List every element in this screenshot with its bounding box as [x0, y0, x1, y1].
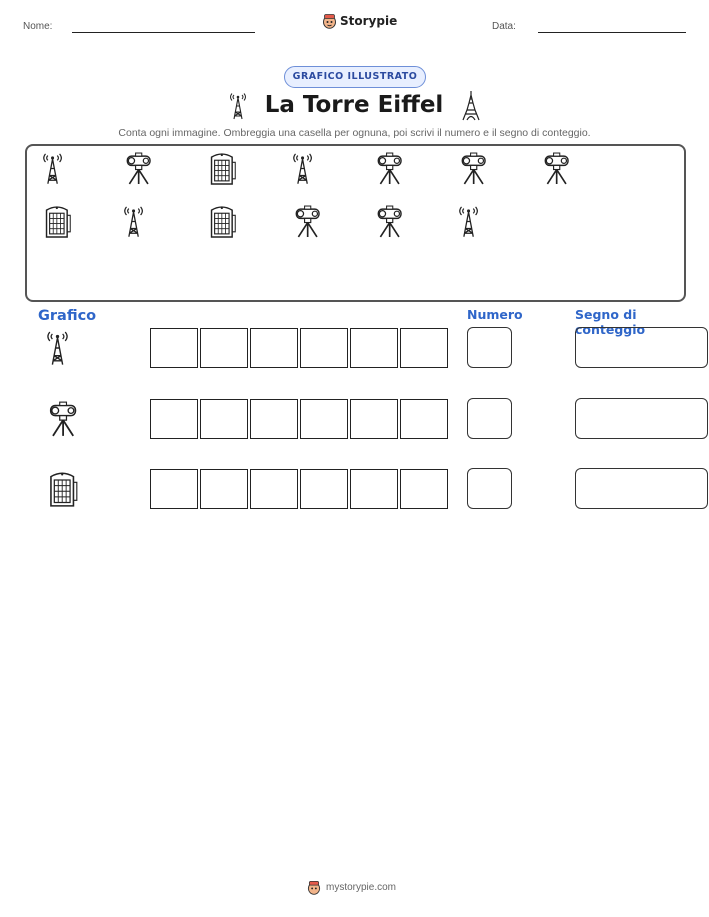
shade-cell[interactable]: [300, 399, 348, 439]
shade-cells-row: [150, 469, 448, 509]
shade-cell[interactable]: [350, 328, 398, 368]
antenna-tower-icon: [292, 152, 313, 185]
storypie-mascot-icon: [322, 13, 337, 29]
antenna-tower-icon: [229, 92, 247, 120]
antenna-tower-icon: [123, 205, 144, 238]
shade-cell[interactable]: [300, 469, 348, 509]
old-elevator-icon: [46, 471, 78, 507]
telescope-icon: [123, 152, 154, 185]
telescope-icon: [374, 152, 405, 185]
graph-heading: Grafico: [38, 308, 97, 324]
storypie-mascot-icon: [307, 880, 321, 895]
name-line[interactable]: [72, 32, 255, 33]
old-elevator-icon: [207, 205, 237, 238]
telescope-icon: [458, 152, 489, 185]
shade-cell[interactable]: [200, 328, 248, 368]
shade-cell[interactable]: [250, 328, 298, 368]
antenna-tower-icon: [458, 205, 479, 238]
antenna-tower-icon: [42, 152, 63, 185]
shade-cells-row: [150, 399, 448, 439]
page-title: La Torre Eiffel: [264, 92, 444, 118]
shade-cell[interactable]: [400, 328, 448, 368]
telescope-icon: [292, 205, 323, 238]
antenna-tower-icon: [46, 330, 69, 366]
shade-cell[interactable]: [200, 399, 248, 439]
tally-box[interactable]: [575, 468, 708, 509]
tally-box[interactable]: [575, 327, 708, 368]
tally-box[interactable]: [575, 398, 708, 439]
shade-cell[interactable]: [400, 399, 448, 439]
shade-cell[interactable]: [250, 399, 298, 439]
telescope-icon: [46, 401, 80, 437]
old-elevator-icon: [42, 205, 72, 238]
date-label: Data:: [492, 21, 516, 32]
shade-cell[interactable]: [350, 399, 398, 439]
name-label: Nome:: [23, 21, 53, 32]
shade-cell[interactable]: [150, 469, 198, 509]
date-line[interactable]: [538, 32, 686, 33]
number-box[interactable]: [467, 468, 512, 509]
footer: [307, 880, 396, 895]
eiffel-tower-icon: [460, 91, 482, 121]
number-box[interactable]: [467, 398, 512, 439]
telescope-icon: [374, 205, 405, 238]
shade-cell[interactable]: [300, 328, 348, 368]
telescope-icon: [541, 152, 572, 185]
shade-cell[interactable]: [200, 469, 248, 509]
tally-heading: Segno di conteggio: [575, 307, 646, 337]
old-elevator-icon: [207, 152, 237, 185]
footer-site: mystorypie.com: [326, 882, 397, 893]
brand-logo: [322, 13, 397, 29]
number-heading: Numero: [467, 307, 523, 322]
shade-cell[interactable]: [350, 469, 398, 509]
instructions: Conta ogni immagine. Ombreggia una casella per ognuna, poi scrivi il numero e il segno di conteggio.: [118, 127, 591, 139]
number-box[interactable]: [467, 327, 512, 368]
shade-cell[interactable]: [150, 328, 198, 368]
worksheet-type-badge: GRAFICO ILLUSTRATO: [284, 66, 426, 88]
brand-name: Storypie: [340, 14, 398, 28]
shade-cell[interactable]: [250, 469, 298, 509]
shade-cells-row: [150, 328, 448, 368]
shade-cell[interactable]: [400, 469, 448, 509]
shade-cell[interactable]: [150, 399, 198, 439]
